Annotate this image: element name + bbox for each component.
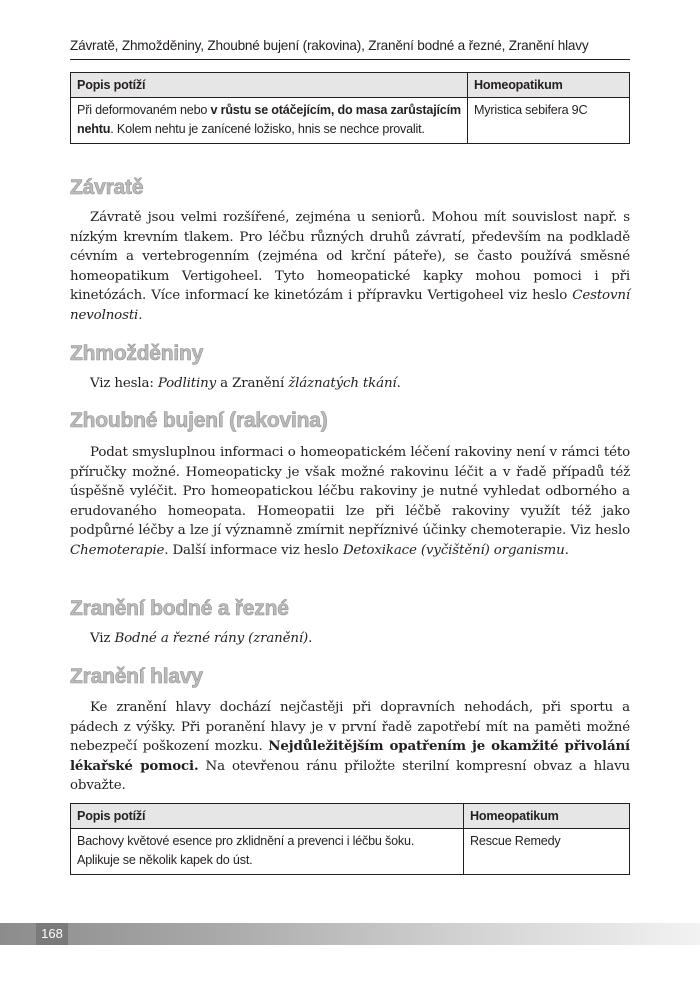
section-title-zavrate: Závratě: [70, 176, 144, 199]
remedy-cell: Rescue Remedy: [464, 829, 630, 875]
paragraph-zhmozdeniny: [70, 374, 630, 394]
cross-reference-zlaznatych-tkani: žláznatých tkání: [288, 376, 397, 391]
description-text: . Kolem nehtu je zanícené ložisko, hnis se nechce provalit.: [110, 122, 425, 136]
paragraph-zhoubne-bujeni: [70, 443, 630, 561]
cross-reference-cestovni-nevolnosti: Cestovní nevolnosti: [70, 288, 630, 323]
cross-reference-detoxikace: Detoxikace (vyčištění) organismu: [342, 542, 565, 558]
paragraph-zavrate: [70, 208, 630, 326]
paragraph-text: .: [396, 376, 401, 391]
table-header-row: [71, 73, 630, 98]
table-row: [71, 829, 630, 875]
paragraph-text: Na otevřenou ránu přiložte sterilní kompresní obvaz a hlavu obvažte.: [70, 758, 630, 794]
paragraph-bold-text: Nejdůležitějším opatřením je okamžité přivolání lékařské pomoci.: [70, 738, 630, 774]
cross-reference-bodne-rany: Bodné a řezné rány (zranění): [114, 631, 309, 646]
footer-bar: [0, 923, 700, 945]
paragraph-text: . Další informace viz heslo: [164, 542, 343, 558]
paragraph-text: .: [564, 542, 569, 558]
cross-reference-podlitiny: Podlitiny: [157, 376, 217, 391]
paragraph-text: Závratě jsou velmi rozšířené, zejména u seniorů. Mohou mít souvislost např. s nízkým krevním tlakem. Pro léčbu různých druhů závratí, především na podkladě cévním a vertebrogenním (zejména od krční páteře), se často používá směsné homeopatikum Vertigoheel. Tyto homeopatické kapky mohou pomoci i při kinetózách. Více informací ke kinetózám i přípravku Vertigoheel viz heslo: [70, 210, 630, 304]
paragraph-text: .: [138, 307, 143, 323]
paragraph-zraneni-bodne: [70, 629, 630, 649]
column-header-description: Popis potíží: [71, 804, 464, 829]
paragraph-text: Viz hesla:: [90, 376, 158, 391]
description-bold-text: v růstu se otáčejícím, do masa zarůstajícím nehtu: [77, 103, 461, 136]
description-cell: [71, 98, 468, 144]
table-header-row: [71, 804, 630, 829]
running-header: Závratě, Zhmožděniny, Zhoubné bujení (rakovina), Zranění bodné a řezné, Zranění hlavy: [70, 38, 589, 53]
description-cell: Bachovy květové esence pro zklidnění a prevenci i léčbu šoku. Aplikuje se několik kapek do úst.: [71, 829, 464, 875]
column-header-remedy: Homeopatikum: [464, 804, 630, 829]
paragraph-text: a Zranění: [216, 376, 289, 391]
section-title-zhmozdeniny: Zhmožděniny: [70, 342, 204, 365]
page-number: 168: [41, 926, 63, 941]
paragraph-text: Ke zranění hlavy dochází nejčastěji při dopravních nehodách, při sportu a pádech z výšky. Při poranění hlavy je v první řadě zapotřebí mít na paměti možné nebezpečí poškození mozku.: [70, 700, 630, 755]
section-title-zhoubne-bujeni: Zhoubné bujení (rakovina): [70, 409, 328, 432]
paragraph-zraneni-hlavy: [70, 698, 630, 796]
header-rule: [70, 59, 630, 60]
paragraph-text: Podat smysluplnou informaci o homeopatickém léčení rakoviny není v rámci této příručky možné. Homeopaticky je však možné rakovinu léčit a v řadě případů též úspěšně vyléčit. Pro homeopatickou léčbu rakoviny je nutné vyhledat odborného a erudovaného homeopata. Homeopatii lze při léčbě rakoviny využít též jako podpůrné léčby a lze jí významně zmírnit nepříznivé účinky chemoterapie. Viz heslo: [70, 445, 630, 539]
description-text: Při deformovaném nebo: [77, 103, 211, 117]
paragraph-text: .: [308, 631, 313, 646]
remedy-table-2: [70, 803, 630, 875]
paragraph-text: Viz: [90, 631, 115, 646]
column-header-description: Popis potíží: [71, 73, 468, 98]
section-title-zraneni-bodne: Zranění bodné a řezné: [70, 597, 289, 620]
table-row: [71, 98, 630, 144]
remedy-table-1: [70, 72, 630, 144]
section-title-zraneni-hlavy: Zranění hlavy: [70, 665, 203, 688]
remedy-cell: Myristica sebifera 9C: [468, 98, 630, 144]
cross-reference-chemoterapie: Chemoterapie: [70, 542, 165, 558]
column-header-remedy: Homeopatikum: [468, 73, 630, 98]
